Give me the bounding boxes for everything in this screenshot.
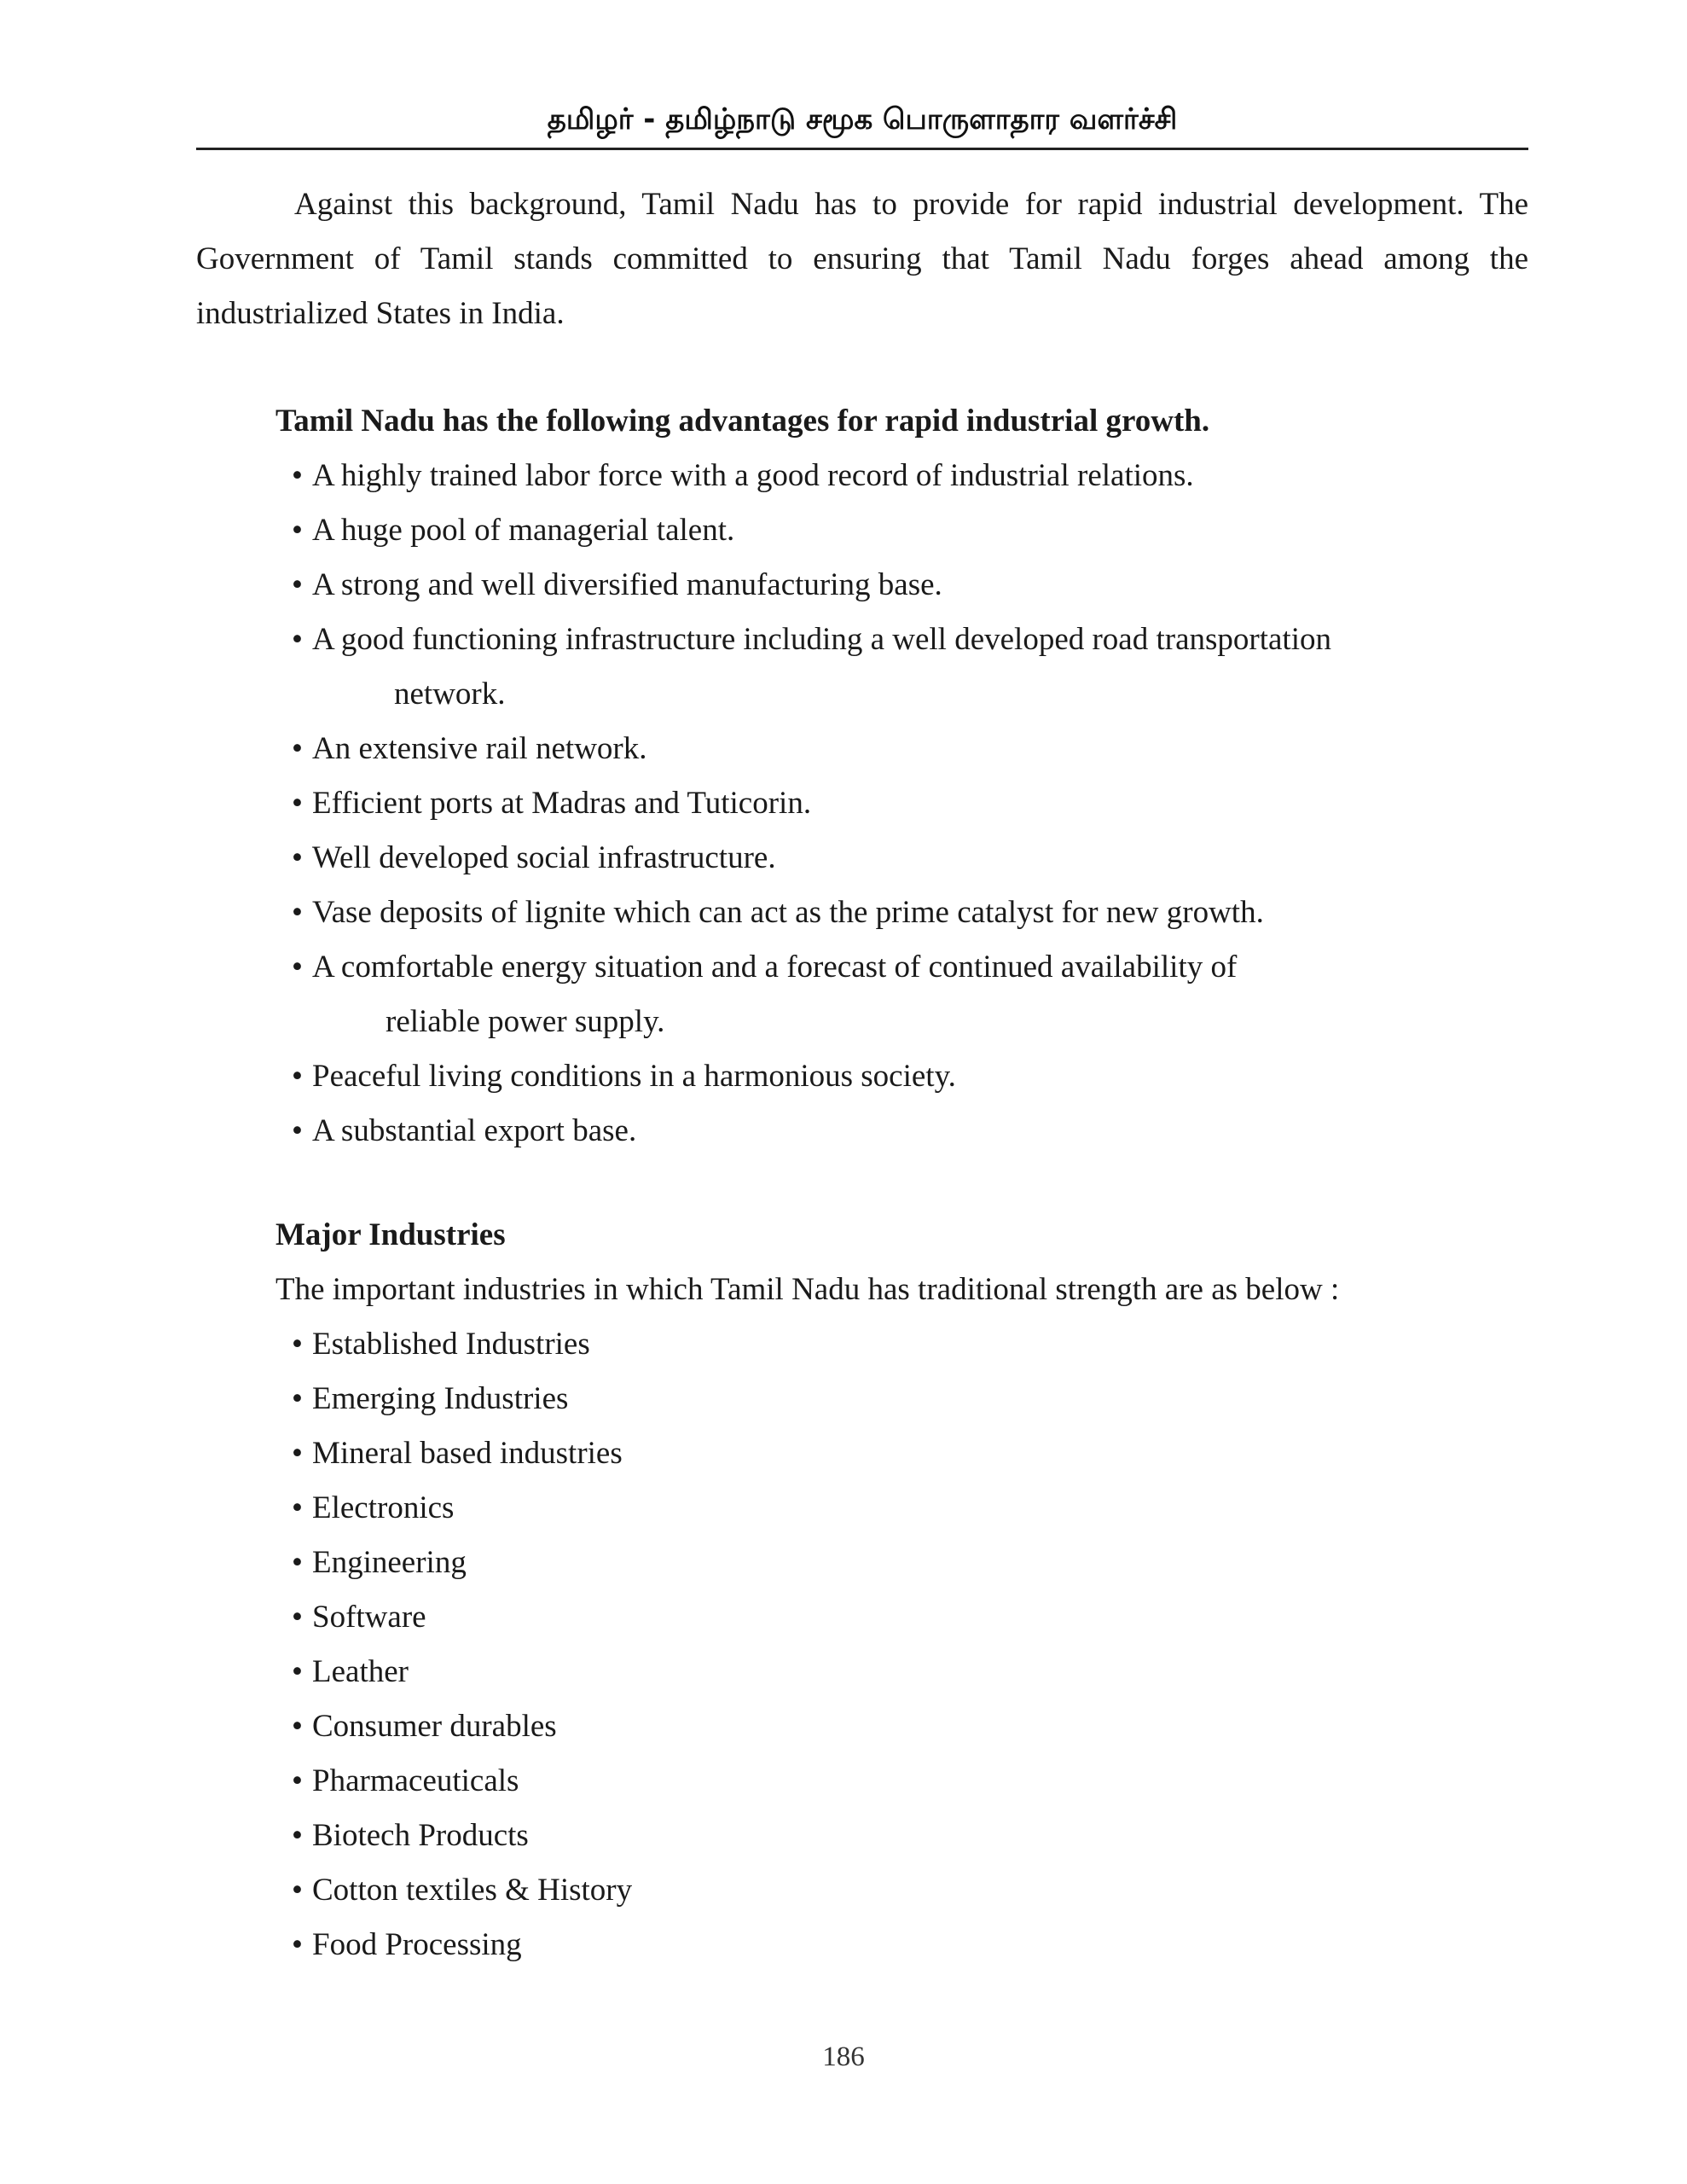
list-item-text: Cotton textiles & History bbox=[312, 1873, 633, 1908]
list-item bbox=[292, 449, 1520, 503]
list-item bbox=[292, 1809, 1520, 1863]
list-item-text: A strong and well diversified manufacturing base. bbox=[312, 567, 942, 602]
list-item-text: Biotech Products bbox=[312, 1818, 529, 1853]
list-item bbox=[292, 940, 1520, 1049]
list-item-text: Electronics bbox=[312, 1490, 455, 1525]
list-item-text: A good functioning infrastructure including a well developed road transportation bbox=[312, 622, 1331, 657]
running-header: தமிழர் - தமிழ்நாடு சமூக பொருளாதார வளர்ச்சி bbox=[547, 102, 1178, 136]
list-item bbox=[292, 1536, 1520, 1590]
list-item-text: Well developed social infrastructure. bbox=[312, 840, 776, 875]
list-item bbox=[292, 1699, 1520, 1754]
list-item bbox=[292, 613, 1520, 722]
list-item bbox=[292, 831, 1520, 886]
list-item-text: Leather bbox=[312, 1654, 409, 1689]
list-item-text: Consumer durables bbox=[312, 1709, 557, 1744]
list-item-text: Vase deposits of lignite which can act as the prime catalyst for new growth. bbox=[312, 895, 1264, 930]
list-item bbox=[292, 1372, 1520, 1426]
list-item-text: A substantial export base. bbox=[312, 1113, 637, 1148]
advantages-heading: Tamil Nadu has the following advantages for rapid industrial growth. bbox=[275, 404, 1210, 439]
list-item bbox=[292, 776, 1520, 831]
list-item bbox=[292, 1481, 1520, 1536]
list-item-text: An extensive rail network. bbox=[312, 731, 647, 766]
list-item-continuation: network. bbox=[394, 677, 506, 712]
list-item-text: Efficient ports at Madras and Tuticorin. bbox=[312, 786, 812, 821]
list-item-continuation: reliable power supply. bbox=[386, 1004, 665, 1039]
list-item bbox=[292, 1104, 1520, 1159]
list-item bbox=[292, 1317, 1520, 1372]
list-item bbox=[292, 558, 1520, 613]
list-item-text: Mineral based industries bbox=[312, 1436, 623, 1471]
list-item bbox=[292, 1918, 1520, 1972]
list-item-text: A comfortable energy situation and a forecast of continued availability of bbox=[312, 950, 1238, 985]
page-number: 186 bbox=[822, 2042, 865, 2072]
industries-list bbox=[292, 1317, 1520, 1972]
header-rule bbox=[196, 148, 1528, 150]
industries-heading: Major Industries bbox=[275, 1217, 506, 1252]
list-item-text: Engineering bbox=[312, 1545, 467, 1580]
intro-paragraph: Against this background, Tamil Nadu has to provide for rapid industrial development. The Government of Tamil stands committed to ensuring that Tamil Nadu forges ahead among the industrialized States in India. bbox=[196, 187, 1528, 331]
list-item bbox=[292, 886, 1520, 940]
list-item bbox=[292, 503, 1520, 558]
list-item-text: Food Processing bbox=[312, 1927, 522, 1962]
list-item bbox=[292, 1049, 1520, 1104]
list-item bbox=[292, 1645, 1520, 1699]
list-item bbox=[292, 722, 1520, 776]
list-item bbox=[292, 1754, 1520, 1809]
list-item-text: Software bbox=[312, 1600, 426, 1635]
list-item-text: A huge pool of managerial talent. bbox=[312, 513, 735, 548]
list-item-text: Pharmaceuticals bbox=[312, 1763, 519, 1798]
list-item-text: A highly trained labor force with a good record of industrial relations. bbox=[312, 458, 1194, 493]
list-item-text: Peaceful living conditions in a harmonious society. bbox=[312, 1059, 956, 1094]
advantages-list bbox=[292, 449, 1520, 1159]
list-item bbox=[292, 1426, 1520, 1481]
list-item bbox=[292, 1863, 1520, 1918]
list-item bbox=[292, 1590, 1520, 1645]
list-item-text: Emerging Industries bbox=[312, 1381, 569, 1416]
list-item-text: Established Industries bbox=[312, 1327, 590, 1362]
industries-intro: The important industries in which Tamil Nadu has traditional strength are as below : bbox=[275, 1272, 1340, 1307]
